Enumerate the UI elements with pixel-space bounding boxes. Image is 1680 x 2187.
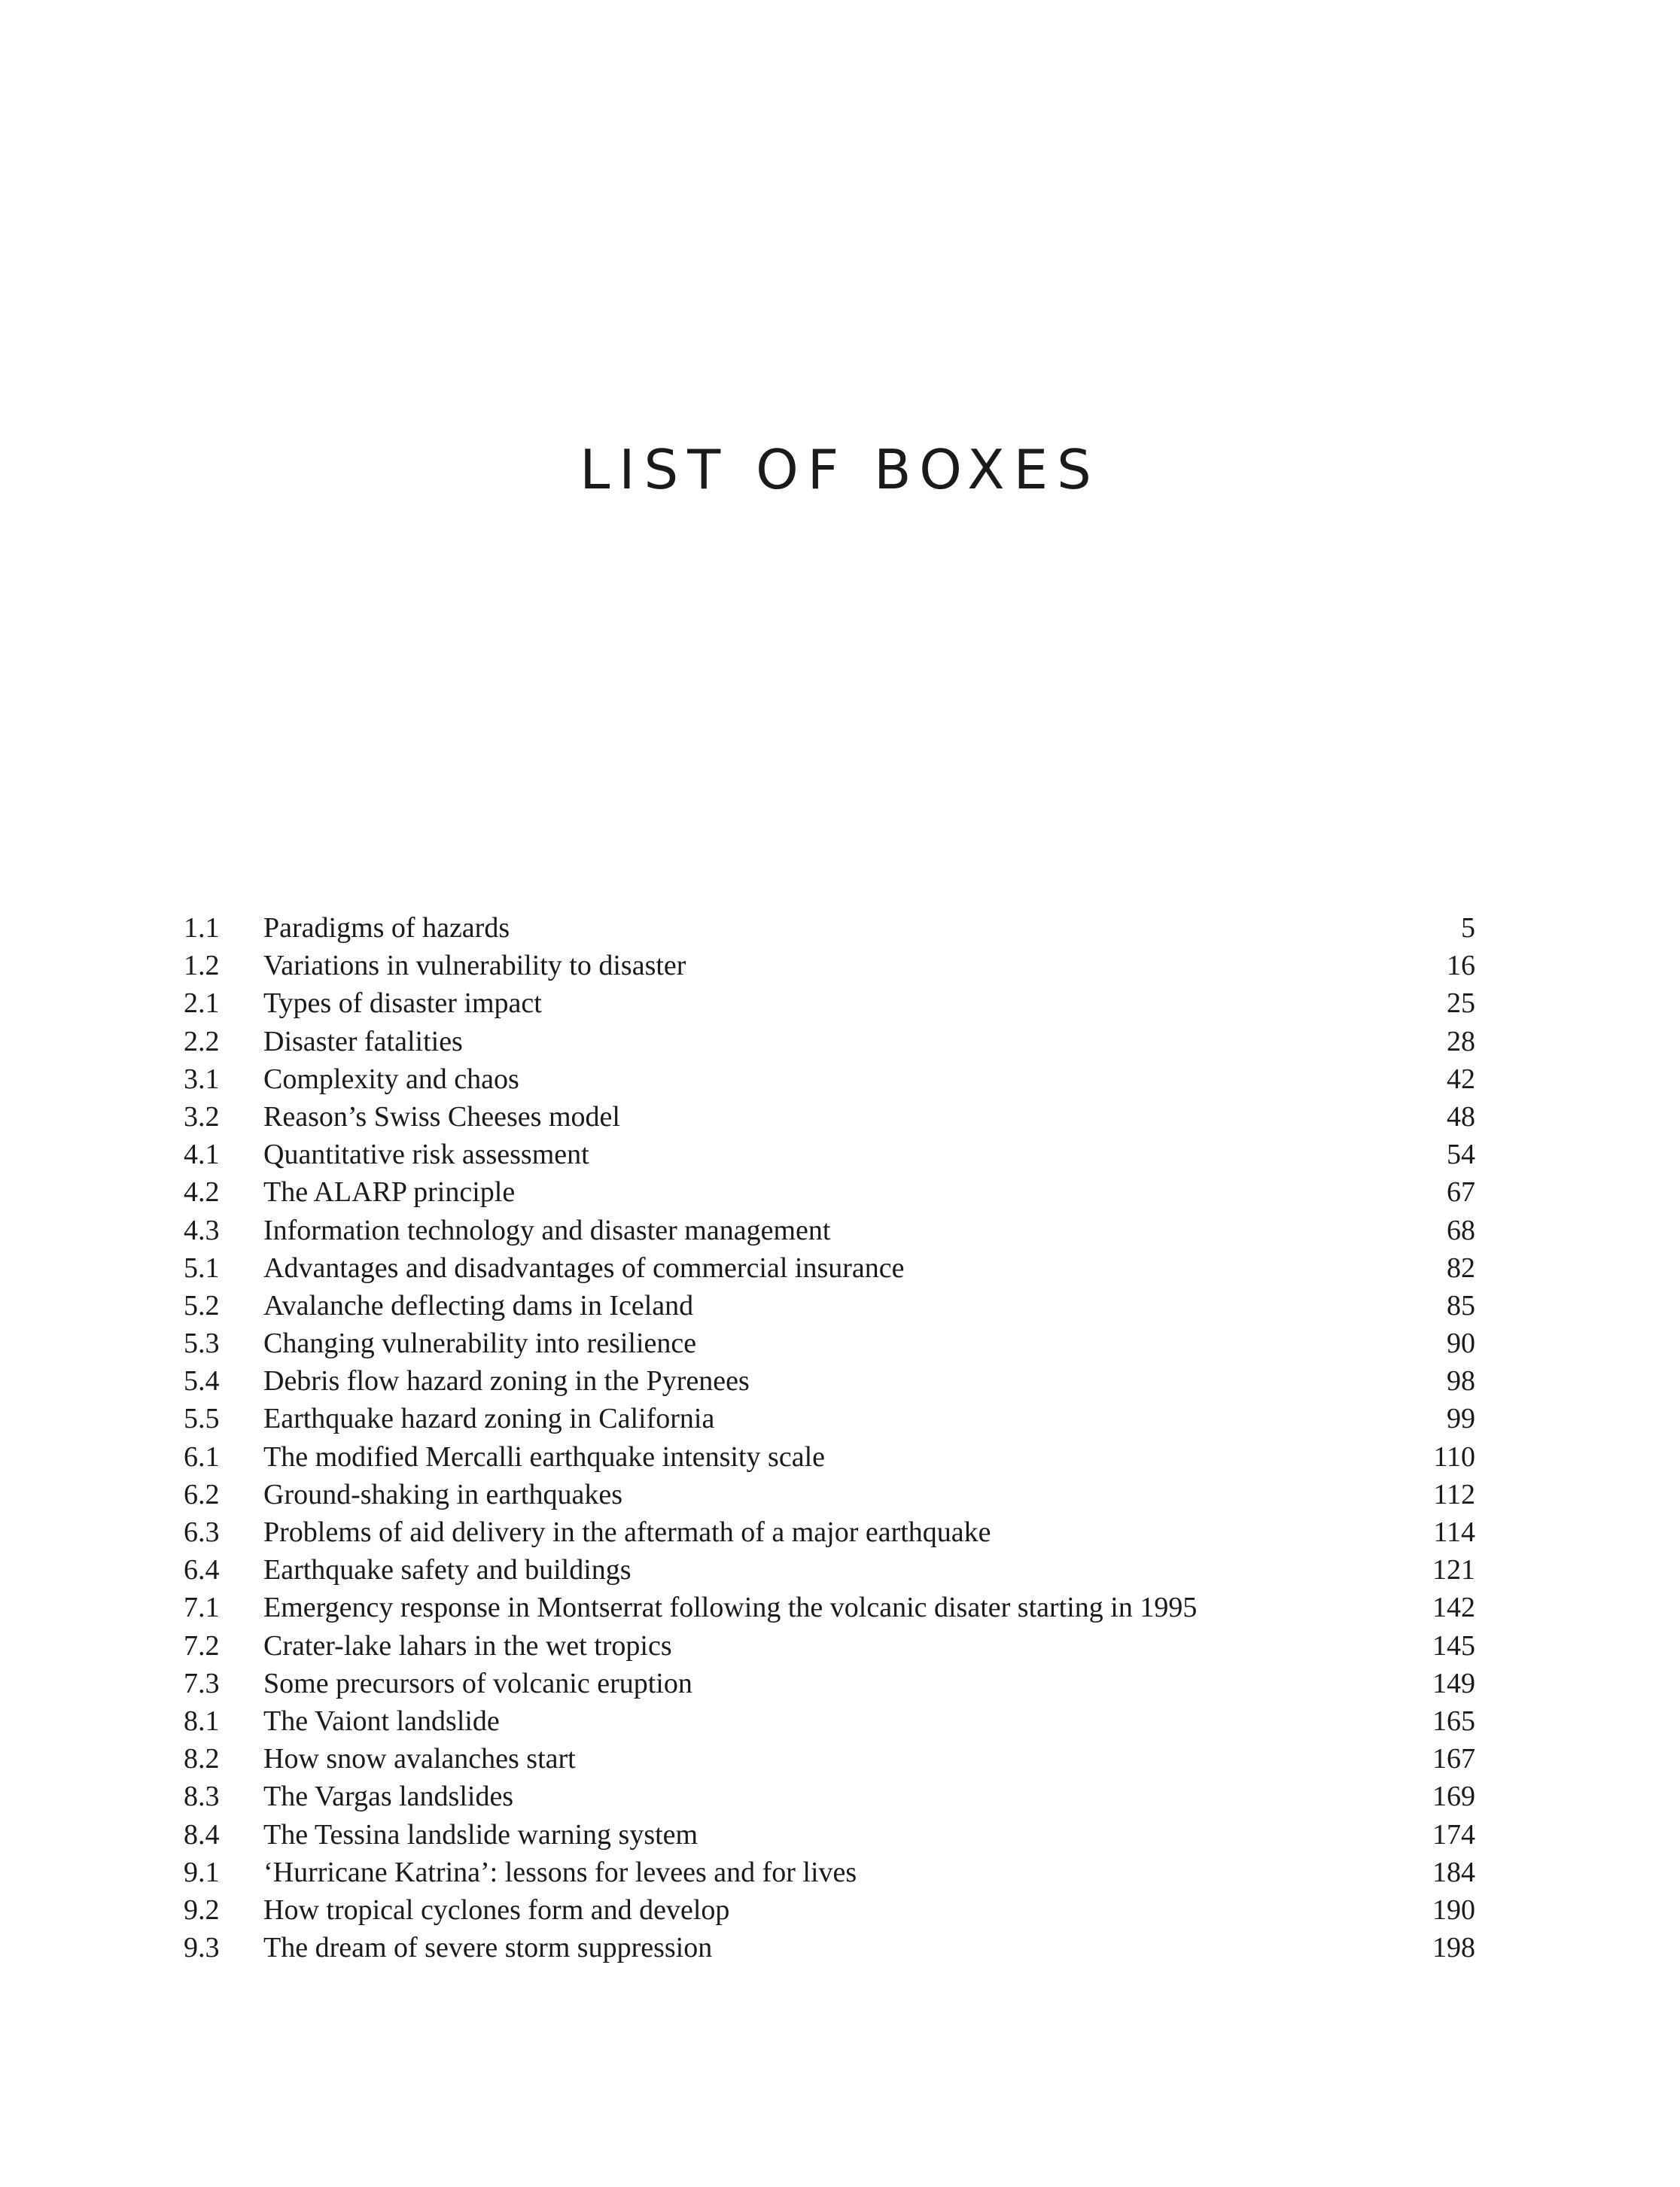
box-title: Some precursors of volcanic eruption [263,1667,692,1699]
box-title: Avalanche deflecting dams in Iceland [263,1289,694,1322]
box-number: 2.1 [184,987,220,1020]
box-number: 6.4 [184,1554,220,1586]
list-item [184,1929,1475,1966]
box-page-number: 68 [1447,1214,1475,1246]
box-number: 4.1 [184,1139,220,1171]
box-page-number: 110 [1433,1440,1475,1473]
box-page-number: 99 [1447,1403,1475,1435]
list-item [184,1362,1475,1400]
box-title: Information technology and disaster management [263,1214,831,1246]
list-item [184,1023,1475,1060]
box-title: Earthquake safety and buildings [263,1554,632,1586]
box-number: 4.2 [184,1176,220,1209]
box-title: Changing vulnerability into resilience [263,1328,697,1360]
list-item [184,1212,1475,1249]
box-number: 8.2 [184,1743,220,1775]
box-number: 5.2 [184,1289,220,1322]
list-item [184,1778,1475,1815]
box-page-number: 121 [1432,1554,1475,1586]
list-item [184,1627,1475,1665]
box-title: Reason’s Swiss Cheeses model [263,1100,620,1133]
box-title: Variations in vulnerability to disaster [263,950,686,982]
list-item [184,1551,1475,1589]
page-title: LIST OF BOXES [580,438,1100,502]
list-item [184,1060,1475,1098]
box-title: The ALARP principle [263,1176,516,1209]
box-page-number: 112 [1433,1478,1475,1510]
box-title: The Tessina landslide warning system [263,1818,698,1851]
list-item [184,909,1475,947]
box-number: 8.4 [184,1818,220,1851]
box-page-number: 169 [1432,1781,1475,1813]
box-title: Types of disaster impact [263,987,542,1020]
box-title: Earthquake hazard zoning in California [263,1403,715,1435]
box-page-number: 85 [1447,1289,1475,1322]
box-page-number: 16 [1447,950,1475,982]
box-page-number: 67 [1447,1176,1475,1209]
box-page-number: 90 [1447,1328,1475,1360]
list-item [184,1249,1475,1287]
list-item [184,1136,1475,1173]
box-title: Advantages and disadvantages of commercial insurance [263,1252,905,1284]
box-page-number: 167 [1432,1743,1475,1775]
box-title: The dream of severe storm suppression [263,1932,713,1964]
box-title: Paradigms of hazards [263,912,510,944]
box-number: 6.2 [184,1478,220,1510]
box-title: How tropical cyclones form and develop [263,1893,730,1926]
box-page-number: 82 [1447,1252,1475,1284]
box-page-number: 98 [1447,1365,1475,1398]
box-number: 5.3 [184,1328,220,1360]
box-title: The modified Mercalli earthquake intensity scale [263,1440,825,1473]
box-number: 5.5 [184,1403,220,1435]
box-title: Ground-shaking in earthquakes [263,1478,622,1510]
list-of-boxes [184,909,1475,1966]
box-title: Quantitative risk assessment [263,1139,589,1171]
list-item [184,1665,1475,1702]
box-number: 7.1 [184,1592,220,1624]
list-item [184,1287,1475,1325]
list-item [184,1702,1475,1740]
box-title: Crater-lake lahars in the wet tropics [263,1629,672,1662]
box-number: 6.1 [184,1440,220,1473]
box-number: 8.3 [184,1781,220,1813]
box-number: 5.4 [184,1365,220,1398]
box-number: 9.2 [184,1893,220,1926]
box-number: 5.1 [184,1252,220,1284]
box-title: How snow avalanches start [263,1743,576,1775]
box-number: 9.1 [184,1856,220,1888]
box-title: The Vaiont landslide [263,1705,500,1737]
list-item [184,1173,1475,1211]
box-page-number: 28 [1447,1025,1475,1057]
list-item [184,1740,1475,1778]
list-item [184,1476,1475,1513]
box-title: Disaster fatalities [263,1025,463,1057]
box-number: 1.1 [184,912,220,944]
box-page-number: 198 [1432,1932,1475,1964]
box-page-number: 165 [1432,1705,1475,1737]
box-title: ‘Hurricane Katrina’: lessons for levees and for lives [263,1856,857,1888]
list-item [184,1325,1475,1362]
box-number: 8.1 [184,1705,220,1737]
box-number: 3.2 [184,1100,220,1133]
list-item [184,984,1475,1022]
box-number: 3.1 [184,1063,220,1095]
list-item [184,1891,1475,1929]
box-number: 6.3 [184,1516,220,1548]
box-title: Debris flow hazard zoning in the Pyrenees [263,1365,750,1398]
box-number: 9.3 [184,1932,220,1964]
box-number: 1.2 [184,950,220,982]
box-page-number: 190 [1432,1893,1475,1926]
list-item [184,1513,1475,1551]
box-page-number: 174 [1432,1818,1475,1851]
box-page-number: 114 [1433,1516,1475,1548]
box-page-number: 5 [1461,912,1475,944]
box-page-number: 54 [1447,1139,1475,1171]
list-item [184,1400,1475,1437]
box-page-number: 149 [1432,1667,1475,1699]
list-item [184,947,1475,984]
box-title: Complexity and chaos [263,1063,519,1095]
box-page-number: 145 [1432,1629,1475,1662]
box-page-number: 25 [1447,987,1475,1020]
box-title: Emergency response in Montserrat following the volcanic disater starting in 1995 [263,1592,1198,1624]
box-title: The Vargas landslides [263,1781,514,1813]
list-item [184,1816,1475,1854]
box-page-number: 48 [1447,1100,1475,1133]
box-page-number: 42 [1447,1063,1475,1095]
list-item [184,1589,1475,1626]
box-number: 7.2 [184,1629,220,1662]
box-page-number: 184 [1432,1856,1475,1888]
list-item [184,1438,1475,1476]
box-title: Problems of aid delivery in the aftermath of a major earthquake [263,1516,991,1548]
box-number: 2.2 [184,1025,220,1057]
box-page-number: 142 [1432,1592,1475,1624]
box-number: 4.3 [184,1214,220,1246]
list-item [184,1854,1475,1891]
box-number: 7.3 [184,1667,220,1699]
list-item [184,1098,1475,1136]
